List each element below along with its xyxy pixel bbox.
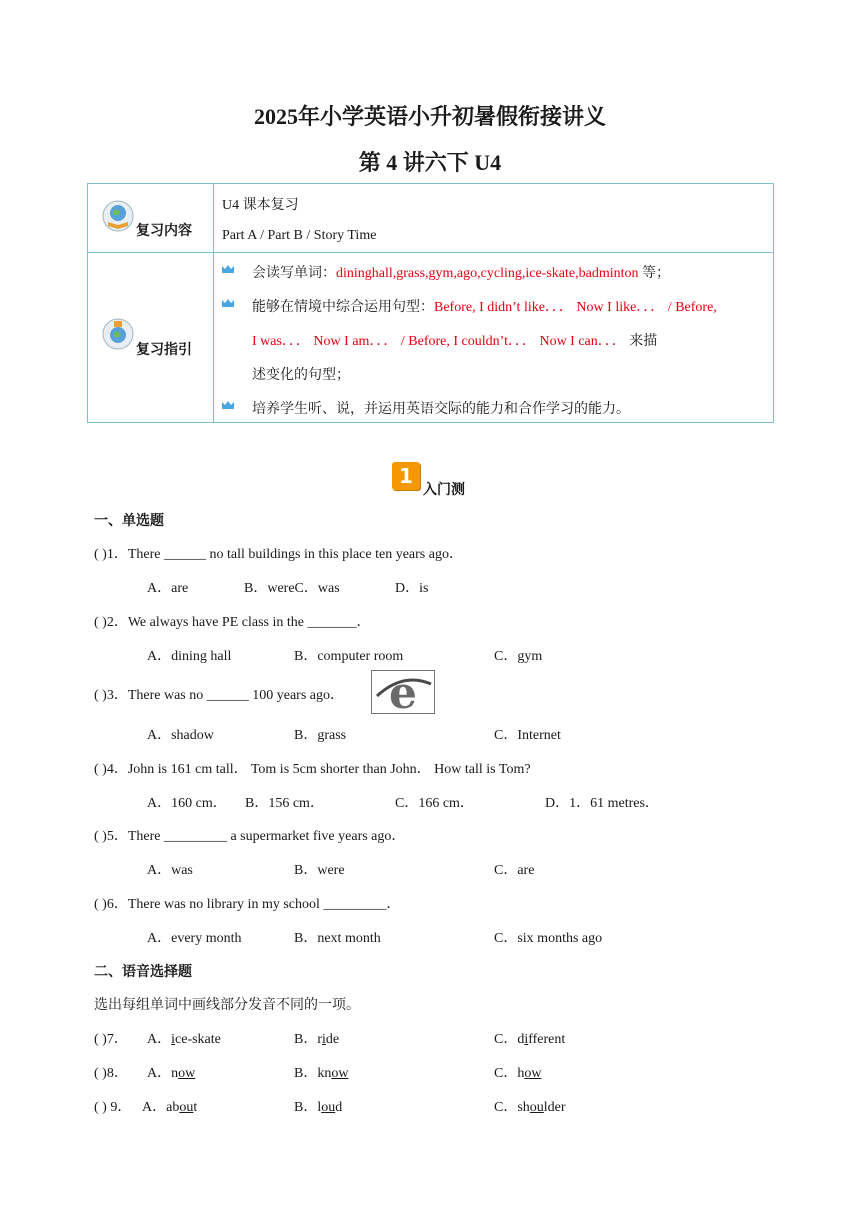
guide-item-patterns-line1: 能够在情境中综合运用句型：Before, I didn’t like．．． Now I like．．． / Before, xyxy=(252,300,717,315)
question-3-stem: ( )3．There was no ______ 100 years ago． xyxy=(94,688,344,703)
q6-option-a: A．every month xyxy=(147,931,242,946)
review-content-line2: Part A / Part B / Story Time xyxy=(222,228,377,243)
guide-item-patterns-line2: I was．．． Now I am．．． / Before, I couldn’t．．． Now I can．．． 来描 xyxy=(252,334,658,349)
q1-option-d: D．is xyxy=(395,581,429,596)
q1-option-a: A．are xyxy=(147,581,189,596)
q3-option-c: C．Internet xyxy=(494,728,561,743)
question-5-stem: ( )5．There _________ a supermarket five years ago． xyxy=(94,829,406,844)
review-content-label: 复习内容 xyxy=(136,223,192,239)
q8-option-a: A．now xyxy=(147,1066,196,1081)
section-number-badge: 1 xyxy=(392,462,420,490)
q9-option-b: B．loud xyxy=(294,1100,343,1115)
question-2-stem: ( )2．We always have PE class in the _______． xyxy=(94,615,371,630)
crown-bullet-icon xyxy=(221,298,235,308)
q3-option-a: A．shadow xyxy=(147,728,214,743)
question-7-number: ( )7． xyxy=(94,1032,128,1047)
review-table xyxy=(87,183,774,423)
lesson-subtitle: 第 4 讲六下 U4 xyxy=(358,150,502,175)
q5-option-a: A．was xyxy=(147,863,193,878)
question-6-stem: ( )6．There was no library in my school _________． xyxy=(94,897,401,912)
review-content-line1: U4 课本复习 xyxy=(222,198,299,213)
q2-option-a: A．dining hall xyxy=(147,649,232,664)
section1-heading: 一、单选题 xyxy=(94,513,164,529)
q6-option-b: B．next month xyxy=(294,931,381,946)
q3-option-b: B．grass xyxy=(294,728,347,743)
question-4-stem: ( )4．John is 161 cm tall． Tom is 5cm shorter than John． How tall is Tom? xyxy=(94,762,531,777)
section2-heading: 二、语音选择题 xyxy=(94,964,192,980)
q4-option-d: D．1．61 metres． xyxy=(545,796,659,811)
q4-option-c: C．166 cm． xyxy=(395,796,474,811)
question-1-stem: ( )1．There ______ no tall buildings in this place ten years ago． xyxy=(94,547,463,562)
q4-option-a: A．160 cm． xyxy=(147,796,227,811)
guide-item-vocab: 会读写单词：dininghall,grass,gym,ago,cycling,ice-skate,badminton 等； xyxy=(252,266,670,281)
svg-text:e: e xyxy=(389,670,417,714)
q2-option-c: C．gym xyxy=(494,649,543,664)
q4-option-b: B．156 cm． xyxy=(245,796,324,811)
q2-option-b: B．computer room xyxy=(294,649,404,664)
q7-option-b: B．ride xyxy=(294,1032,340,1047)
trophy-globe-icon xyxy=(102,318,134,350)
question-8-number: ( )8． xyxy=(94,1066,128,1081)
guide-item-patterns-line3: 述变化的句型； xyxy=(252,368,350,383)
q6-option-c: C．six months ago xyxy=(494,931,603,946)
crown-bullet-icon xyxy=(221,400,235,410)
crown-bullet-icon xyxy=(221,264,235,274)
section2-instruction: 选出每组单词中画线部分发音不同的一项。 xyxy=(94,998,360,1013)
question-9-number: ( ) 9． xyxy=(94,1100,132,1115)
entry-test-label: 入门测 xyxy=(423,482,465,498)
q7-option-c: C．different xyxy=(494,1032,566,1047)
q7-option-a: A．ice-skate xyxy=(147,1032,221,1047)
q5-option-c: C．are xyxy=(494,863,535,878)
q1-option-b: B．wereC．was xyxy=(244,581,340,596)
q8-option-b: B．know xyxy=(294,1066,349,1081)
q9-option-a: A．about xyxy=(142,1100,198,1115)
book-globe-icon xyxy=(102,200,134,232)
internet-explorer-icon xyxy=(371,670,435,714)
review-guide-label: 复习指引 xyxy=(136,342,192,358)
q8-option-c: C．how xyxy=(494,1066,542,1081)
guide-item-abilities: 培养学生听、说，并运用英语交际的能力和合作学习的能力。 xyxy=(252,402,630,417)
q5-option-b: B．were xyxy=(294,863,345,878)
q9-option-c: C．shoulder xyxy=(494,1100,566,1115)
document-title: 2025年小学英语小升初暑假衔接讲义 xyxy=(253,104,606,129)
